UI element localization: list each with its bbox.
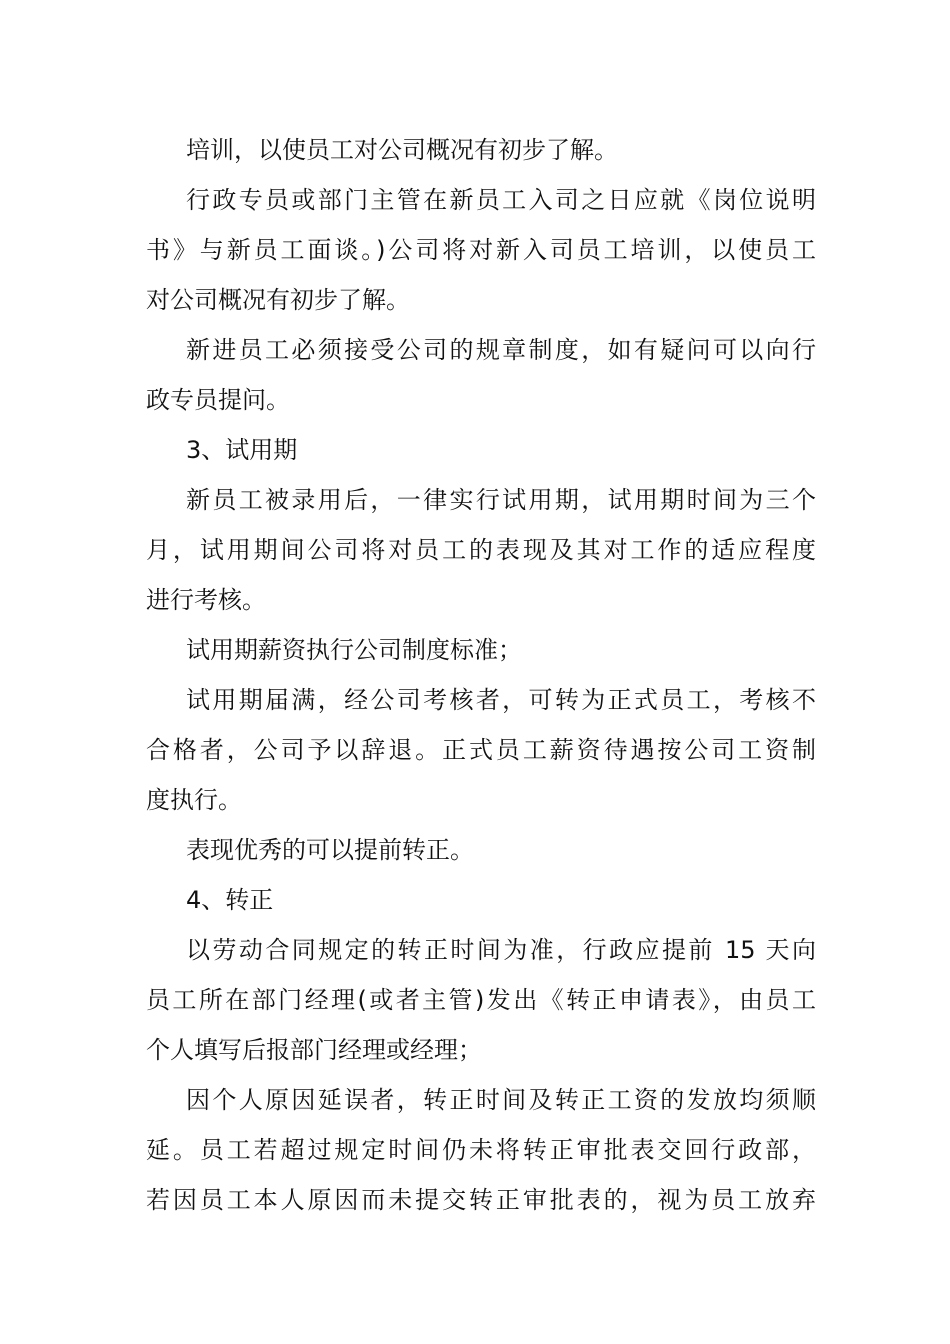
text-line: 培训，以使员工对公司概况有初步了解。 — [186, 136, 618, 164]
text-line: 延。员工若超过规定时间仍未将转正审批表交回行政部， — [146, 1136, 816, 1164]
text-line: 试用期薪资执行公司制度标准； — [186, 636, 522, 664]
text-line: 月，试用期间公司将对员工的表现及其对工作的适应程度 — [146, 536, 816, 564]
text-line: 合格者，公司予以辞退。正式员工薪资待遇按公司工资制 — [146, 736, 816, 764]
text-line: 新进员工必须接受公司的规章制度，如有疑问可以向行 — [186, 336, 816, 364]
text-line: 因个人原因延误者，转正时间及转正工资的发放均须顺 — [186, 1086, 816, 1114]
section-heading: 4、转正 — [186, 886, 274, 914]
text-line: 若因员工本人原因而未提交转正审批表的，视为员工放弃 — [146, 1186, 816, 1214]
text-line: 个人填写后报部门经理或经理； — [146, 1036, 482, 1064]
text-line: 以劳动合同规定的转正时间为准，行政应提前 15 天向 — [186, 936, 816, 964]
section-heading: 3、试用期 — [186, 436, 298, 464]
text-line: 书》与新员工面谈。)公司将对新入司员工培训，以使员工 — [146, 236, 816, 264]
text-line: 对公司概况有初步了解。 — [146, 286, 410, 314]
text-line: 员工所在部门经理(或者主管)发出《转正申请表》，由员工 — [146, 986, 816, 1014]
text-line: 进行考核。 — [146, 586, 266, 614]
text-line: 度执行。 — [146, 786, 242, 814]
text-line: 新员工被录用后，一律实行试用期，试用期时间为三个 — [186, 486, 816, 514]
text-line: 试用期届满，经公司考核者，可转为正式员工，考核不 — [186, 686, 816, 714]
text-line: 表现优秀的可以提前转正。 — [186, 836, 474, 864]
text-line: 政专员提问。 — [146, 386, 290, 414]
text-line: 行政专员或部门主管在新员工入司之日应就《岗位说明 — [186, 186, 816, 214]
